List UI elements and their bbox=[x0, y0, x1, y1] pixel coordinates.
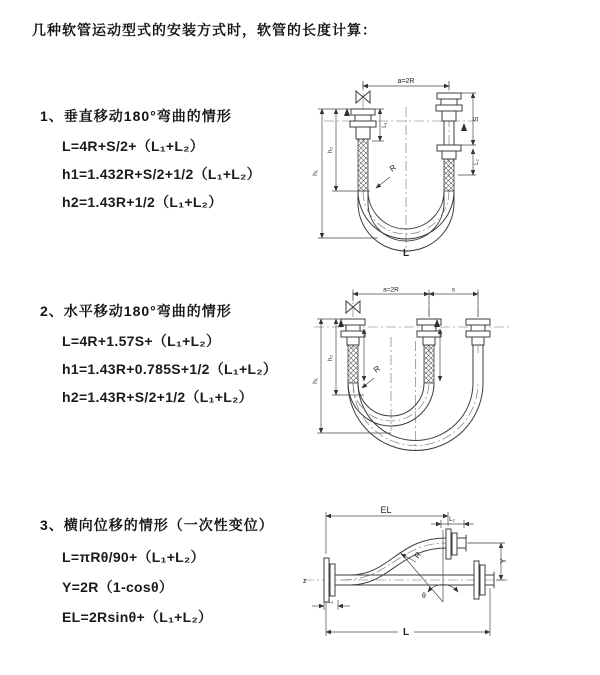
horizontal-u-bend-drawing bbox=[306, 283, 590, 455]
section-3-formula-2: Y=2R（1-cosθ） bbox=[62, 579, 174, 595]
dimension-label-el: EL bbox=[380, 505, 392, 515]
dimension-label-y: Y bbox=[499, 558, 508, 564]
section-1-heading: 1、垂直移动180°弯曲的情形 bbox=[40, 108, 232, 124]
motion-arrow-icon bbox=[461, 123, 467, 131]
dimension-label-span: a=2R bbox=[383, 286, 399, 294]
dimension-label-h2: h₂ bbox=[327, 146, 334, 154]
angle-label: θ bbox=[422, 593, 426, 600]
bend-radius-label: R bbox=[371, 363, 382, 375]
section-3-formula-3: EL=2Rsinθ+（L₁+L₂） bbox=[62, 609, 213, 625]
section-3-formula-1: L=πRθ/90+（L₁+L₂） bbox=[62, 549, 205, 565]
braided-hose-section bbox=[348, 345, 358, 383]
dimension-label-h2: h₂ bbox=[327, 354, 334, 362]
diagram-horizontal-u-bend bbox=[306, 283, 590, 455]
dimension-label-l1: L₁ bbox=[382, 122, 388, 128]
bend-radius-label: R bbox=[387, 162, 398, 174]
section-2-heading: 2、水平移动180°弯曲的情形 bbox=[40, 303, 232, 319]
braided-hose-section bbox=[424, 345, 434, 383]
section-2-formula-2: h1=1.43R+0.785S+1/2（L₁+L₂） bbox=[62, 361, 278, 377]
braided-hose-section bbox=[444, 159, 454, 191]
diagram-vertical-u-bend bbox=[306, 73, 590, 258]
section-1-formula-3: h2=1.43R+1/2（L₁+L₂） bbox=[62, 194, 223, 210]
dimension-label-h1: h₁ bbox=[312, 170, 319, 176]
page-title: 几种软管运动型式的安装方式时，软管的长度计算： bbox=[32, 22, 377, 38]
dimension-label-stroke: S bbox=[473, 116, 480, 122]
dimension-label-l2: L₂ bbox=[449, 517, 455, 523]
dimension-label-l: L bbox=[402, 627, 410, 638]
lateral-displacement-drawing bbox=[298, 502, 596, 650]
section-3-heading: 3、横向位移的情形（一次性变位） bbox=[40, 517, 274, 533]
vertical-u-bend-drawing bbox=[306, 73, 590, 258]
centerline-mark: z bbox=[303, 578, 307, 585]
dimension-label-stroke: s bbox=[451, 286, 456, 294]
section-2-formula-1: L=4R+1.57S+（L₁+L₂） bbox=[62, 333, 221, 349]
dimension-label-l2: L₂ bbox=[474, 159, 480, 165]
braided-hose-section bbox=[358, 139, 368, 191]
dimension-label-span: a=2R bbox=[397, 78, 415, 85]
section-1-formula-2: h1=1.432R+S/2+1/2（L₁+L₂） bbox=[62, 166, 261, 182]
diagram-lateral-displacement bbox=[298, 502, 596, 650]
bend-radius-label: R bbox=[412, 550, 424, 561]
section-1-formula-1: L=4R+S/2+（L₁+L₂） bbox=[62, 138, 205, 154]
length-label: L bbox=[402, 248, 410, 258]
dimension-label-l1: L₁ bbox=[328, 599, 334, 605]
dimension-label-h1: h₁ bbox=[312, 378, 319, 384]
section-2-formula-3: h2=1.43R+S/2+1/2（L₁+L₂） bbox=[62, 389, 253, 405]
